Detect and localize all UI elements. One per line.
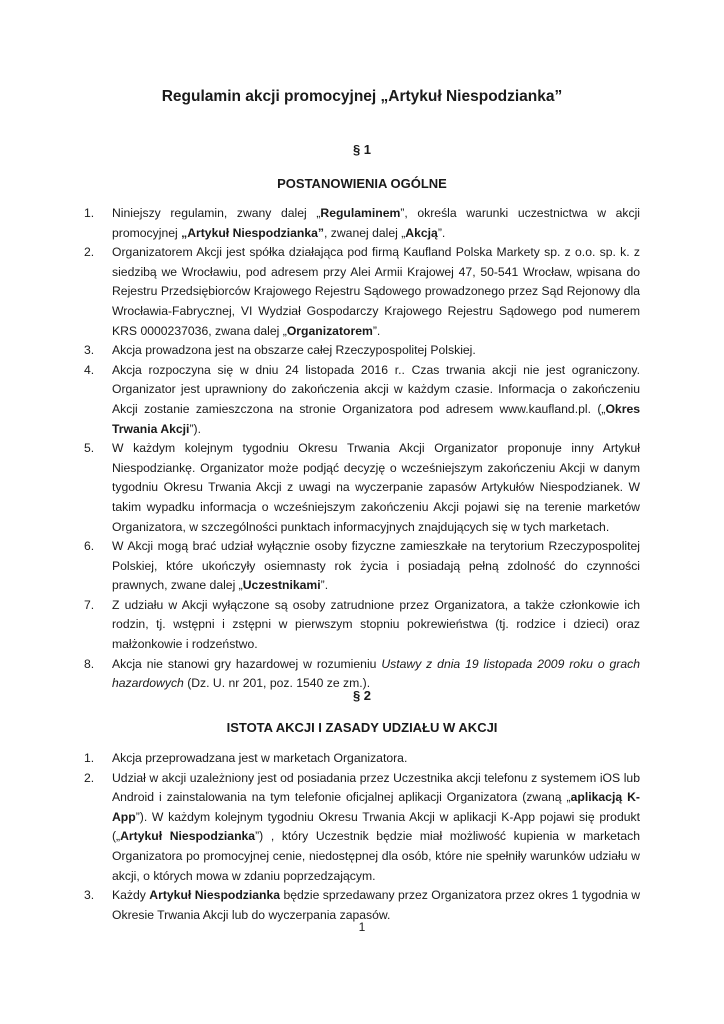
list-item-text: Akcją (405, 225, 438, 240)
list-item-text: , zwanej dalej „ (324, 225, 406, 240)
list-item-text: będzie sprzedawany przez Organizatora przez okres 1 tygodnia w Okresie Trwania Akcji lub do wyczerpania zapasów. (112, 888, 641, 922)
list-item-text: W każdym kolejnym tygodniu Okresu Trwania Akcji Organizator proponuje inny Artykuł Niespodziankę. Organizator może podjąć decyzję o wcześniejszym zakończeniu Akcji w danym tygodniu Okresu Trwania Akcji z uwagi na wyczerpanie zapasów Artykułów Niespodzianek. W takim wypadku informacja o wcześniejszym zakończeniu Akcji pojawi się na terenie marketów Organizatora, w szczególności punktach informacyjnych znajdujących się w tych marketach. (112, 441, 640, 534)
list-item-text: Akcja prowadzona jest na obszarze całej Rzeczypospolitej Polskiej. (112, 343, 476, 358)
list-item-text: ”. (372, 323, 381, 338)
list-item-text: Artykuł Niespodzianka (149, 888, 281, 903)
list-item-text: aplikacją K-App (112, 790, 640, 824)
list-item-text: ”. (437, 225, 446, 240)
list-item-text: Niniejszy regulamin, zwany dalej „ (112, 206, 321, 220)
list-item-text: Okres Trwania Akcji (112, 401, 640, 436)
list-item-text: (Dz. U. nr 201, poz. 1540 ze zm.). (183, 676, 371, 691)
list-item (84, 361, 640, 439)
list-item-number: 8. (84, 656, 95, 671)
list-item (84, 596, 640, 655)
section-1-heading: POSTANOWIENIA OGÓLNE (277, 176, 447, 191)
list-item (84, 204, 640, 243)
list-item-number: 5. (84, 441, 95, 456)
list-item-text: Akcja rozpoczyna się w dniu 24 listopada 2016 r.. Czas trwania akcji nie jest ograniczony. Organizator jest uprawniony do zakończenia akcji w każdym czasie. Informacja o zakończeniu Akcji zostanie zamieszczona na stronie Organizatora pod adresem www.kaufland.pl. („ (112, 362, 640, 416)
section-2-number: § 2 (352, 688, 372, 703)
page-number: 1 (358, 920, 366, 934)
list-item-text: Regulaminem (320, 206, 401, 220)
list-item-text: Organizatorem Akcji jest spółka działająca pod firmą Kaufland Polska Markety sp. z o.o. sp. k. z siedzibą we Wrocławiu, pod adresem przy Alei Armii Krajowej 47, 50-541 Wrocław, wpisana do Rejestru Przedsiębiorców Krajowego Rejestru Sądowego prowadzonego przez Sąd Rejonowy dla Wrocławia-Fabrycznej, VI Wydział Gospodarczy Krajowego Rejestru Sądowego pod numerem KRS 0000237036, zwana dalej „ (112, 245, 640, 338)
list-item-number: 6. (84, 539, 95, 554)
list-item (84, 341, 640, 361)
list-item-number: 3. (84, 888, 95, 903)
list-item (84, 243, 640, 341)
section-2-heading: ISTOTA AKCJI I ZASADY UDZIAŁU W AKCJI (226, 720, 498, 735)
list-item-text: Każdy (112, 888, 150, 903)
list-item-text: Ustawy z dnia 19 listopada 2009 roku o grach hazardowych (112, 656, 641, 691)
list-item (84, 749, 640, 769)
list-item-text: Z udziału w Akcji wyłączone są osoby zatrudnione przez Organizatora, a także członkowie ich rodzin, tj. wstępni i zstępni w pierwszym stopniu pokrewieństwa (tj. rodzice i dzieci) oraz małżonkowie i rodzeństwo. (112, 597, 640, 652)
section-2-list (84, 749, 640, 925)
list-item-text: ”. (320, 578, 329, 593)
list-item-number: 4. (84, 362, 95, 377)
list-item-number: 1. (84, 751, 95, 765)
document-title: Regulamin akcji promocyjnej „Artykuł Niespodzianka” (161, 88, 563, 105)
section-1-number: § 1 (352, 142, 372, 157)
list-item-text: Akcja przeprowadzana jest w marketach Organizatora. (112, 751, 408, 765)
list-item-text: Organizatorem (286, 323, 373, 338)
list-item-number: 7. (84, 597, 95, 612)
list-item-text: ”). (189, 421, 201, 436)
list-item-number: 3. (84, 343, 95, 358)
list-item-text: ”) , który Uczestnik będzie miał możliwość kupienia w marketach Organizatora po promocyjnej cenie, niedostępnej dla osób, które nie spełniły warunków udziału w akcji, o których mowa w zdaniu poprzedzającym. (112, 829, 640, 883)
list-item-text: Artykuł Niespodzianka (120, 829, 256, 844)
list-item-text: ”). W każdym kolejnym tygodniu Okresu Trwania Akcji w aplikacji K-App pojawi się produkt („ (112, 809, 640, 844)
section-1-list (84, 204, 640, 694)
list-item-number: 1. (84, 206, 95, 220)
list-item-number: 2. (84, 770, 95, 785)
list-item (84, 537, 640, 596)
list-item-text: Akcja nie stanowi gry hazardowej w rozumieniu (112, 656, 382, 671)
list-item-text: „Artykuł Niespodzianka” (181, 225, 324, 240)
list-item-text: ”, określa warunki uczestnictwa w akcji promocyjnej (112, 206, 640, 240)
list-item-number: 2. (84, 245, 95, 260)
list-item-text: W Akcji mogą brać udział wyłącznie osoby fizyczne zamieszkałe na terytorium Rzeczypospolitej Polskiej, które ukończyły osiemnasty rok życia i posiadają pełną zdolność do czynności prawnych, zwane dalej „ (112, 539, 640, 593)
list-item (84, 769, 640, 887)
list-item-text: Uczestnikami (242, 578, 321, 593)
list-item-text: Udział w akcji uzależniony jest od posiadania przez Uczestnika akcji telefonu z systemem iOS lub Android i zainstalowania na tym telefonie oficjalnej aplikacji Organizatora (zwaną „ (112, 770, 640, 805)
list-item (84, 439, 640, 537)
